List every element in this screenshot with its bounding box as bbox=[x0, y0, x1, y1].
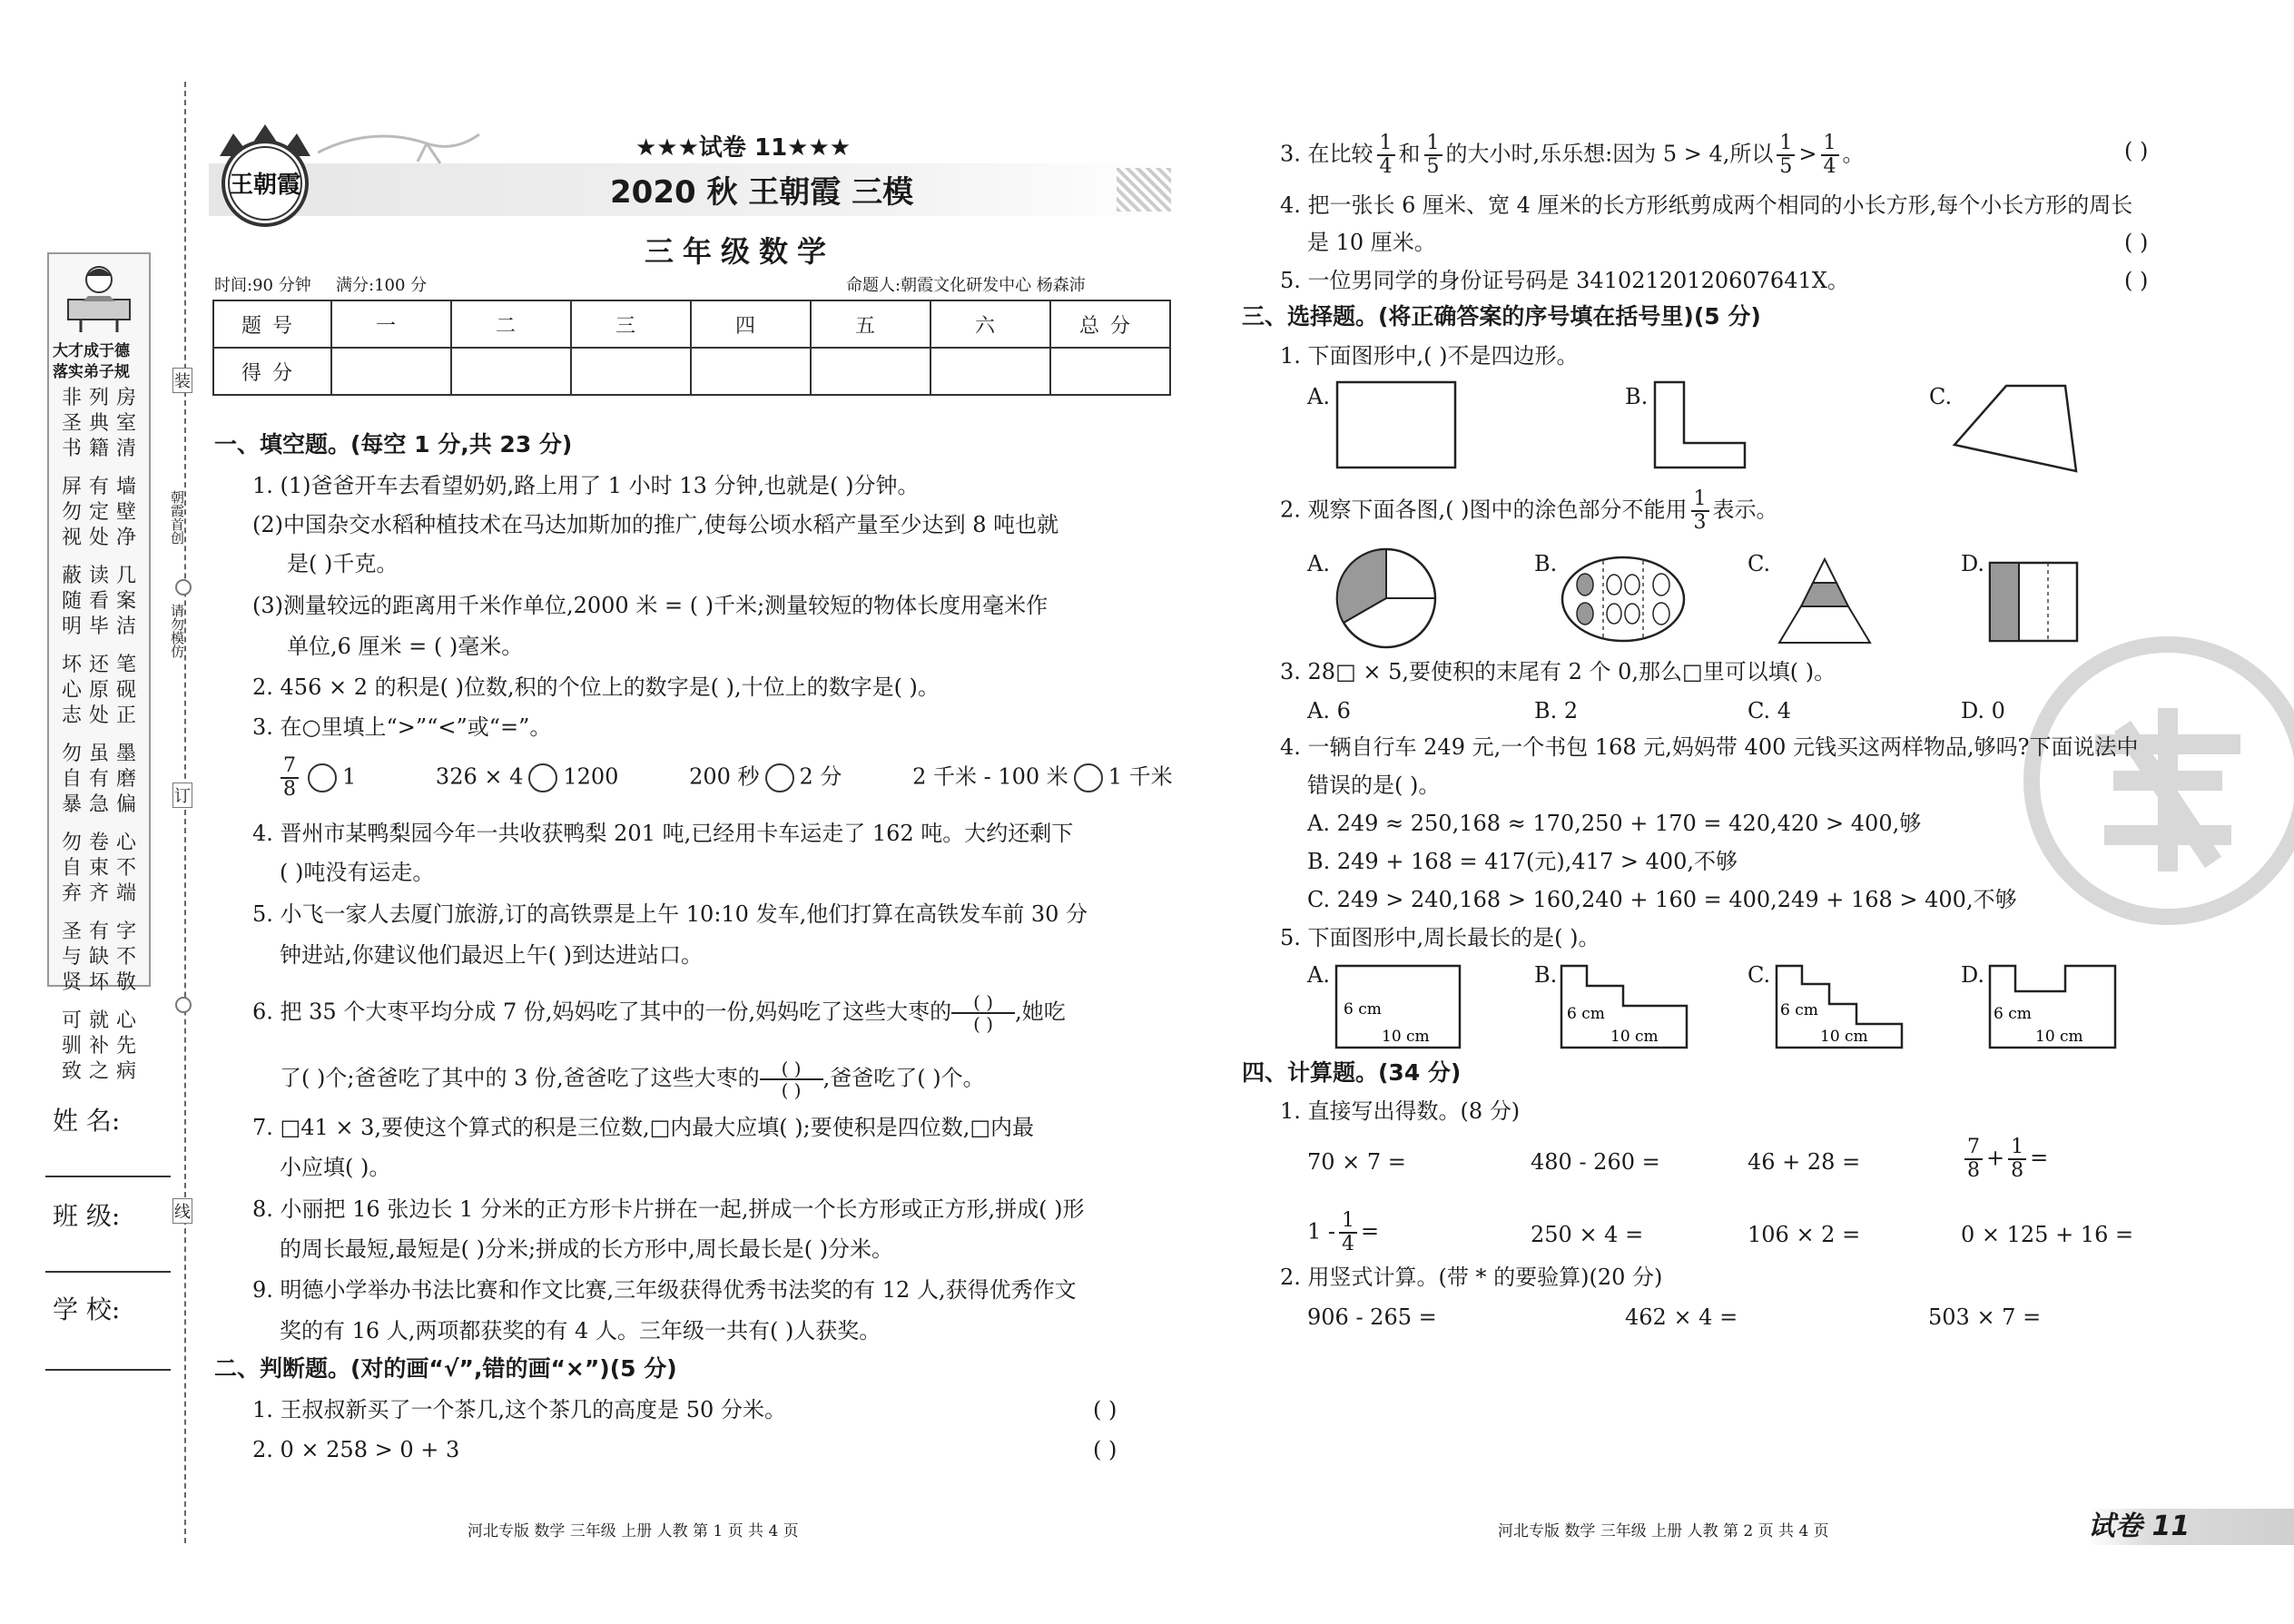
sidebar-char: 几 bbox=[115, 565, 136, 587]
judge-2-answer[interactable]: ( ) bbox=[1093, 1437, 1117, 1462]
q3: 3. 在○里填上“>”“<”或“=”。 bbox=[252, 714, 552, 740]
sidebar-char: 房 bbox=[115, 387, 136, 409]
c5-opt-c-label[interactable]: C. bbox=[1748, 962, 1771, 988]
sidebar-char: 看 bbox=[88, 590, 109, 613]
sidebar-char: 急 bbox=[88, 793, 109, 816]
sidebar-char: 坏 bbox=[61, 654, 82, 676]
c5-notch-figure-d bbox=[1988, 964, 2117, 1049]
sidebar-char: 净 bbox=[115, 527, 136, 549]
sidebar-char: 心 bbox=[115, 1009, 136, 1032]
judge-3: 3. 在比较 $\frac{1}{4}$ 和 $\frac{1}{5}$ 的大小时,乐乐想:因为 5 > 4,所以 $\frac{1}{5}$ > $\frac{1}{4}$ 。 bbox=[1280, 132, 1865, 178]
judge-4b: 是 10 厘米。 bbox=[1307, 230, 1436, 255]
sidebar-char: 先 bbox=[115, 1035, 136, 1058]
sidebar-char: 屏 bbox=[61, 476, 82, 498]
class-label: 班 级: bbox=[53, 1201, 121, 1231]
sidebar-char bbox=[58, 818, 85, 831]
sidebar-char: 清 bbox=[115, 438, 136, 460]
calc-1-item-3: 46 + 28 = bbox=[1748, 1149, 1861, 1175]
q9a: 9. 明德小学举办书法比赛和作文比赛,三年级获得优秀书法奖的有 12 人,获得优秀作文 bbox=[252, 1277, 1077, 1303]
sidebar-char bbox=[85, 551, 113, 564]
sidebar-char: 就 bbox=[88, 1009, 109, 1032]
svg-text:10 cm: 10 cm bbox=[1820, 1028, 1868, 1046]
school-label: 学 校: bbox=[53, 1294, 121, 1324]
watermark-seal bbox=[2023, 635, 2294, 926]
sidebar-char bbox=[58, 996, 85, 1009]
score-cell-2: 二 bbox=[451, 300, 571, 348]
c2-rect-figure bbox=[1988, 561, 2079, 643]
score-table bbox=[212, 300, 1171, 396]
calc-2: 2. 用竖式计算。(带 * 的要验算)(20 分) bbox=[1280, 1265, 1663, 1290]
exam-title: 2020 秋 王朝霞 三模 bbox=[610, 174, 914, 211]
sidebar-char: 心 bbox=[61, 679, 82, 702]
binding-mark-ding: 订 bbox=[172, 782, 192, 808]
sidebar-char: 视 bbox=[61, 527, 82, 549]
judge-3-answer[interactable]: ( ) bbox=[2124, 138, 2149, 163]
name-line[interactable] bbox=[45, 1176, 171, 1177]
sidebar-char: 书 bbox=[61, 438, 82, 460]
sidebar-char: 读 bbox=[88, 565, 109, 587]
sidebar-char: 笔 bbox=[115, 654, 136, 676]
sidebar-char: 束 bbox=[88, 857, 109, 880]
sidebar-char: 勿 bbox=[61, 501, 82, 524]
compare-circle-3[interactable] bbox=[765, 763, 794, 792]
judge-4-answer[interactable]: ( ) bbox=[2124, 230, 2149, 255]
score-input-3[interactable] bbox=[571, 348, 691, 395]
sidebar-char bbox=[58, 729, 85, 742]
c4-opt-b[interactable]: B. 249 + 168 = 417(元),417 > 400,不够 bbox=[1307, 849, 1738, 874]
sidebar-heading-1: 大才成于德 bbox=[53, 342, 130, 360]
sidebar-char: 之 bbox=[88, 1060, 109, 1083]
c1-trapezoid-figure bbox=[1952, 383, 2079, 474]
sidebar-char: 字 bbox=[115, 920, 136, 943]
c5-step-figure-b bbox=[1560, 964, 1689, 1049]
sidebar-dizigui bbox=[47, 252, 151, 1083]
sidebar-char: 卷 bbox=[88, 832, 109, 854]
c3-opt-a[interactable]: A. 6 bbox=[1307, 698, 1351, 723]
q2: 2. 456 × 2 的积是( )位数,积的个位上的数字是( ),十位上的数字是( )。 bbox=[252, 674, 940, 700]
binding-hole-2 bbox=[175, 997, 192, 1013]
q1-2b: 是( )千克。 bbox=[287, 551, 399, 576]
c5-opt-b-label[interactable]: B. bbox=[1534, 962, 1558, 988]
score-cell-1: 一 bbox=[331, 300, 451, 348]
sidebar-char: 补 bbox=[88, 1035, 109, 1058]
score-cell-3: 三 bbox=[571, 300, 691, 348]
svg-text:10 cm: 10 cm bbox=[1382, 1028, 1430, 1046]
fraction-1-4-a: $\frac{1}{4}$ bbox=[1377, 133, 1395, 178]
c1-opt-b-label[interactable]: B. bbox=[1625, 384, 1649, 409]
author: 命题人:朝霞文化研发中心 杨森沛 bbox=[846, 276, 1086, 295]
fraction-7-8: $\frac{7}{8}$ bbox=[281, 755, 299, 801]
sidebar-char: 非 bbox=[61, 387, 82, 409]
sidebar-char: 砚 bbox=[115, 679, 136, 702]
calc-1-item-7: 106 × 2 = bbox=[1748, 1222, 1861, 1247]
choice-4b: 错误的是( )。 bbox=[1307, 773, 1441, 798]
compare-circle-2[interactable] bbox=[528, 763, 557, 792]
calc-2-item-2: 462 × 4 = bbox=[1625, 1304, 1738, 1330]
c4-opt-a[interactable]: A. 249 ≈ 250,168 ≈ 170,250 + 170 = 420,420 > 400,够 bbox=[1307, 811, 1922, 836]
sidebar-char: 贤 bbox=[61, 971, 82, 994]
sidebar-char: 勿 bbox=[61, 743, 82, 765]
sidebar-char: 列 bbox=[88, 387, 109, 409]
sidebar-char: 有 bbox=[88, 920, 109, 943]
sidebar-char: 不 bbox=[115, 857, 136, 880]
sidebar-char bbox=[113, 818, 140, 831]
sidebar-char bbox=[85, 462, 113, 475]
sidebar-char bbox=[113, 907, 140, 920]
right-footer: 河北专版 数学 三年级 上册 人教 第 2 页 共 4 页 bbox=[1498, 1522, 1829, 1540]
q5a: 5. 小飞一家人去厦门旅游,订的高铁票是上午 10:10 发车,他们打算在高铁发车前 30 分 bbox=[252, 901, 1088, 927]
choice-2: 2. 观察下面各图,( )图中的涂色部分不能用 $\frac{1}{3}$ 表示。 bbox=[1280, 487, 1778, 534]
sidebar-char: 圣 bbox=[61, 920, 82, 943]
sidebar-char bbox=[58, 907, 85, 920]
calc-2-item-1: 906 - 265 = bbox=[1307, 1304, 1437, 1330]
fraction-1-8-calc: $\frac{1}{8}$ bbox=[2008, 1137, 2026, 1182]
sidebar-char: 心 bbox=[115, 832, 136, 854]
sidebar-char: 明 bbox=[61, 615, 82, 638]
c2-pie-figure bbox=[1334, 546, 1438, 650]
sidebar-char: 坏 bbox=[88, 971, 109, 994]
sidebar-char: 自 bbox=[61, 857, 82, 880]
sidebar-char: 毕 bbox=[88, 615, 109, 638]
sidebar-char: 自 bbox=[61, 768, 82, 791]
fraction-7-8-calc: $\frac{7}{8}$ bbox=[1964, 1137, 1983, 1182]
c5-opt-a-label[interactable]: A. bbox=[1307, 962, 1330, 988]
judge-1-answer[interactable]: ( ) bbox=[1093, 1397, 1117, 1422]
sidebar-char: 典 bbox=[88, 412, 109, 435]
c2-opt-a-label[interactable]: A. bbox=[1307, 551, 1330, 576]
binding-mark-xian: 线 bbox=[172, 1198, 192, 1224]
c3-opt-b[interactable]: B. 2 bbox=[1534, 698, 1579, 723]
choice-5: 5. 下面图形中,周长最长的是( )。 bbox=[1280, 925, 1600, 950]
binding-dashed-line bbox=[184, 82, 186, 1543]
school-line[interactable] bbox=[45, 1369, 171, 1371]
q4a: 4. 晋州市某鸭梨园今年一共收获鸭梨 201 吨,已经用卡车运走了 162 吨。大约还剩下 bbox=[252, 821, 1074, 846]
sidebar-char: 暴 bbox=[61, 793, 82, 816]
logo-text: 王朝霞 bbox=[229, 172, 301, 199]
q8a: 8. 小丽把 16 张边长 1 分米的正方形卡片拼在一起,拼成一个长方形或正方形,拼成( )形 bbox=[252, 1196, 1085, 1222]
header-checker bbox=[1117, 168, 1171, 212]
sidebar-char: 不 bbox=[115, 946, 136, 969]
sidebar-column-3 bbox=[113, 386, 140, 1085]
calc-1: 1. 直接写出得数。(8 分) bbox=[1280, 1098, 1521, 1124]
sidebar-char: 有 bbox=[88, 768, 109, 791]
sidebar-char: 缺 bbox=[88, 946, 109, 969]
exam-time: 时间:90 分钟 bbox=[214, 276, 311, 295]
svg-text:6 cm: 6 cm bbox=[1780, 1001, 1818, 1019]
sidebar-char bbox=[58, 640, 85, 653]
sidebar-char: 随 bbox=[61, 590, 82, 613]
sidebar-char bbox=[85, 640, 113, 653]
calc-1-item-1: 70 × 7 = bbox=[1307, 1149, 1406, 1175]
left-footer: 河北专版 数学 三年级 上册 人教 第 1 页 共 4 页 bbox=[468, 1522, 799, 1540]
judge-1: 1. 王叔叔新买了一个茶几,这个茶几的高度是 50 分米。 bbox=[252, 1397, 786, 1422]
brand-logo-seal bbox=[211, 120, 320, 229]
sidebar-char bbox=[113, 462, 140, 475]
sidebar-char: 处 bbox=[88, 527, 109, 549]
svg-text:6 cm: 6 cm bbox=[1344, 1000, 1382, 1019]
sidebar-char: 籍 bbox=[88, 438, 109, 460]
c3-opt-d[interactable]: D. 0 bbox=[1961, 698, 2005, 723]
score-table-score-row bbox=[213, 348, 1170, 395]
svg-text:6 cm: 6 cm bbox=[1567, 1005, 1605, 1023]
c3-opt-c[interactable]: C. 4 bbox=[1748, 698, 1792, 723]
sidebar-char: 勿 bbox=[61, 832, 82, 854]
calc-2-item-3: 503 × 7 = bbox=[1928, 1304, 2042, 1330]
sidebar-char: 与 bbox=[61, 946, 82, 969]
section-3-title: 三、选择题。(将正确答案的序号填在括号里)(5 分) bbox=[1242, 303, 1761, 330]
binding-hole-1 bbox=[175, 579, 192, 595]
q1-2a: (2)中国杂交水稻种植技术在马达加斯加的推广,使每公顷水稻产量至少达到 8 吨也就 bbox=[252, 512, 1059, 537]
binding-note-1: 朝霞首创 bbox=[169, 490, 185, 545]
q1-3b: 单位,6 厘米 = ( )毫米。 bbox=[287, 634, 524, 659]
paper-number: ★★★试卷 11★★★ bbox=[635, 134, 852, 162]
sidebar-char: 虽 bbox=[88, 743, 109, 765]
sidebar-char: 墙 bbox=[115, 476, 136, 498]
score-input-2[interactable] bbox=[451, 348, 571, 395]
sidebar-char: 敬 bbox=[115, 971, 136, 994]
sidebar-char: 致 bbox=[61, 1060, 82, 1083]
compare-circle-1[interactable] bbox=[308, 763, 337, 792]
c2-triangle-figure bbox=[1775, 556, 1875, 646]
c5-opt-d-label[interactable]: D. bbox=[1961, 962, 1985, 988]
q9b: 奖的有 16 人,两项都获奖的有 4 人。三年级一共有( )人获奖。 bbox=[280, 1318, 881, 1343]
sidebar-char bbox=[113, 551, 140, 564]
score-input-4[interactable] bbox=[691, 348, 811, 395]
sidebar-char bbox=[113, 729, 140, 742]
score-cell-total: 总分 bbox=[1050, 300, 1170, 348]
subject-title: 三年级数学 bbox=[645, 234, 836, 269]
sidebar-char bbox=[58, 462, 85, 475]
binding-mark-zhuang: 装 bbox=[172, 368, 192, 393]
sidebar-char: 驯 bbox=[61, 1035, 82, 1058]
sidebar-char: 原 bbox=[88, 679, 109, 702]
calc-1-item-5: 1 - $\frac{1}{4}$ = bbox=[1307, 1209, 1380, 1255]
score-cell-label: 题号 bbox=[213, 300, 331, 348]
score-input-1[interactable] bbox=[331, 348, 451, 395]
svg-text:6 cm: 6 cm bbox=[1994, 1005, 2032, 1023]
sidebar-char: 墨 bbox=[115, 743, 136, 765]
q4b: ( )吨没有运走。 bbox=[280, 860, 435, 885]
score-cell-5: 五 bbox=[811, 300, 930, 348]
sidebar-char: 正 bbox=[115, 704, 136, 727]
calc-1-item-8: 0 × 125 + 16 = bbox=[1961, 1222, 2134, 1247]
q5b: 钟进站,你建议他们最迟上午( )到达进站口。 bbox=[280, 942, 703, 968]
fraction-1-3: $\frac{1}{3}$ bbox=[1691, 488, 1709, 534]
q6a: 6. 把 35 个大枣平均分成 7 份,妈妈吃了其中的一份,妈妈吃了这些大枣的 $\frac{( )}{( )}$,她吃 bbox=[252, 991, 1066, 1035]
class-line[interactable] bbox=[45, 1271, 171, 1273]
sidebar-char: 端 bbox=[115, 882, 136, 905]
c5-step-figure-c bbox=[1775, 964, 1904, 1049]
sidebar-char: 有 bbox=[88, 476, 109, 498]
c1-l-shape-figure bbox=[1652, 379, 1748, 470]
sidebar-char bbox=[58, 551, 85, 564]
section-2-title: 二、判断题。(对的画“√”,错的画“×”)(5 分) bbox=[214, 1355, 677, 1382]
sidebar-char: 洁 bbox=[115, 615, 136, 638]
q1-1: 1. (1)爸爸开车去看望奶奶,路上用了 1 小时 13 分钟,也就是( )分钟。 bbox=[252, 473, 920, 498]
q1-3a: (3)测量较远的距离用千米作单位,2000 米 = ( )千米;测量较短的物体长度用毫米作 bbox=[252, 593, 1049, 618]
sidebar-char: 齐 bbox=[88, 882, 109, 905]
sidebar-char: 还 bbox=[88, 654, 109, 676]
sidebar-char: 志 bbox=[61, 704, 82, 727]
c2-opt-d-label[interactable]: D. bbox=[1961, 551, 1985, 576]
q6b: 了( )个;爸爸吃了其中的 3 份,爸爸吃了这些大枣的 $\frac{( )}{( )}$,爸爸吃了( )个。 bbox=[280, 1058, 985, 1101]
score-cell-4: 四 bbox=[691, 300, 811, 348]
sidebar-char: 弃 bbox=[61, 882, 82, 905]
c4-opt-c[interactable]: C. 249 > 240,168 > 160,240 + 160 = 400,249 + 168 > 400,不够 bbox=[1307, 887, 2017, 912]
q7b: 小应填( )。 bbox=[280, 1155, 391, 1180]
score-table-header-row bbox=[213, 300, 1170, 348]
c1-rectangle-figure bbox=[1334, 379, 1458, 470]
section-4-title: 四、计算题。(34 分) bbox=[1242, 1059, 1462, 1086]
score-row-label: 得分 bbox=[213, 348, 331, 395]
sidebar-char bbox=[85, 907, 113, 920]
judge-2: 2. 0 × 258 > 0 + 3 bbox=[252, 1437, 460, 1462]
compare-circle-4[interactable] bbox=[1074, 763, 1103, 792]
sidebar-char: 可 bbox=[61, 1009, 82, 1032]
score-input-total[interactable] bbox=[1050, 348, 1170, 395]
section-1-title: 一、填空题。(每空 1 分,共 23 分) bbox=[214, 431, 573, 458]
choice-3: 3. 28□ × 5,要使积的末尾有 2 个 0,那么□里可以填( )。 bbox=[1280, 659, 1836, 684]
sidebar-char: 病 bbox=[115, 1060, 136, 1083]
sidebar-char: 定 bbox=[88, 501, 109, 524]
sidebar-char: 室 bbox=[115, 412, 136, 435]
q7a: 7. □41 × 3,要使这个算式的积是三位数,□内最大应填( );要使积是四位数,□内最 bbox=[252, 1115, 1035, 1140]
binding-note-2: 请勿模仿 bbox=[169, 604, 185, 658]
sidebar-char bbox=[113, 640, 140, 653]
c2-opt-c-label[interactable]: C. bbox=[1748, 551, 1771, 576]
calc-1-item-4: $\frac{7}{8}$ + $\frac{1}{8}$ = bbox=[1961, 1137, 2048, 1182]
sidebar-heading-2: 落实弟子规 bbox=[53, 363, 130, 381]
sidebar-column-1 bbox=[58, 386, 85, 1085]
score-input-6[interactable] bbox=[930, 348, 1050, 395]
c1-opt-a-label[interactable]: A. bbox=[1307, 384, 1330, 409]
choice-4a: 4. 一辆自行车 249 元,一个书包 168 元,妈妈带 400 元钱买这两样物品,够吗?下面说法中 bbox=[1280, 734, 2139, 760]
sidebar-char bbox=[113, 996, 140, 1009]
c1-opt-c-label[interactable]: C. bbox=[1929, 384, 1953, 409]
svg-text:10 cm: 10 cm bbox=[2035, 1028, 2083, 1046]
fraction-1-5-b: $\frac{1}{5}$ bbox=[1777, 133, 1795, 178]
sidebar-char: 处 bbox=[88, 704, 109, 727]
c5-rectangle-figure bbox=[1334, 964, 1462, 1049]
sidebar-char: 圣 bbox=[61, 412, 82, 435]
fraction-1-4-calc: $\frac{1}{4}$ bbox=[1339, 1210, 1357, 1255]
calc-1-item-2: 480 - 260 = bbox=[1531, 1149, 1660, 1175]
name-label: 姓 名: bbox=[53, 1106, 121, 1136]
blank-fraction-1[interactable]: $\frac{( )}{( )}$ bbox=[951, 992, 1015, 1034]
c2-opt-b-label[interactable]: B. bbox=[1534, 551, 1558, 576]
judge-5: 5. 一位男同学的身份证号码是 34102120120607641X。 bbox=[1280, 268, 1849, 293]
sidebar-char bbox=[85, 996, 113, 1009]
fraction-1-4-b: $\frac{1}{4}$ bbox=[1821, 133, 1839, 178]
calc-1-item-6: 250 × 4 = bbox=[1531, 1222, 1644, 1247]
q3-compare-row: $\frac{7}{8}$ 1 326 × 4 1200 200 秒 2 分 2 千米 - 100 米 1 千米 bbox=[277, 755, 1173, 801]
judge-5-answer[interactable]: ( ) bbox=[2124, 268, 2149, 293]
judge-4a: 4. 把一张长 6 厘米、宽 4 厘米的长方形纸剪成两个相同的小长方形,每个小长方形的周长 bbox=[1280, 192, 2133, 218]
sidebar-char bbox=[85, 729, 113, 742]
corner-tag: 试卷 11 bbox=[2088, 1511, 2191, 1542]
sidebar-char: 案 bbox=[115, 590, 136, 613]
blank-fraction-2[interactable]: $\frac{( )}{( )}$ bbox=[760, 1058, 823, 1100]
score-cell-6: 六 bbox=[930, 300, 1050, 348]
fraction-1-5-a: $\frac{1}{5}$ bbox=[1424, 133, 1442, 178]
score-input-5[interactable] bbox=[811, 348, 930, 395]
full-score: 满分:100 分 bbox=[336, 276, 428, 295]
sidebar-char: 偏 bbox=[115, 793, 136, 816]
svg-text:10 cm: 10 cm bbox=[1610, 1028, 1659, 1046]
sidebar-char bbox=[85, 818, 113, 831]
q8b: 的周长最短,最短是( )分米;拼成的长方形中,周长最长是( )分米。 bbox=[280, 1236, 894, 1262]
c2-oval-figure bbox=[1560, 554, 1687, 645]
ribbon-decoration bbox=[318, 116, 481, 171]
sidebar-char: 壁 bbox=[115, 501, 136, 524]
child-reading-illustration bbox=[63, 260, 135, 334]
sidebar-column-2 bbox=[85, 386, 113, 1085]
sidebar-char: 蔽 bbox=[61, 565, 82, 587]
choice-1: 1. 下面图形中,( )不是四边形。 bbox=[1280, 343, 1579, 369]
sidebar-char: 磨 bbox=[115, 768, 136, 791]
